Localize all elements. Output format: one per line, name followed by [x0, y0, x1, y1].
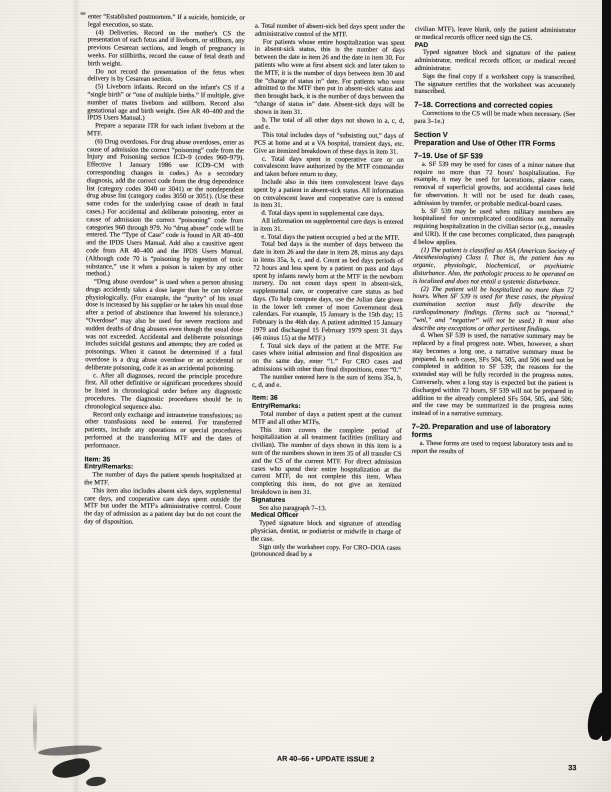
- paragraph: “Drug abuse overdose” is used when a person abusing drugs accidently takes a dose larger than he can tolerate physiologically. (For example, the “purity” of his usual dose is increased by his supplier or he takes his usual dose after a period of abstinence that lowered his tolerance.) “Overdose” may also be used for severe reactions and sudden deaths of drug abusers even though the usual dose was not exceeded. Accidental and deliberate poisonings includes suicidal gestures and attempts; they are coded as poisonings. When it cannot be determined if a fatal overdose is a drug abuse overdose or an accidental or deliberate poisoning, code it as an accidental poisoning.: [85, 278, 243, 373]
- paragraph: Do not record the presentation of the fetus when delivery is by Cesarean section.: [87, 67, 245, 84]
- subheading: PAD: [414, 41, 429, 49]
- paragraph: Typed signature block and signature of the patient administrator, medical records officer, or medical record administrator.: [414, 49, 576, 73]
- paragraph: This item covers the complete period of hospitalization at all treatment facilities (military and civilian). The number of days shown in this item is a sum of the numbers shown in item 35 of all transfer CS and the CS of the current MTF. For direct admission cases who spend their entire hospitalization at the current MTF, do not complete this item. When completing this item, do not give an itemized breakdown in item 31.: [251, 426, 402, 497]
- subheading: Entry/Remarks:: [251, 402, 301, 411]
- paragraph: Total bed days is the number of days between the date in item 26 and the date in item 28, minus any days in items 35a, b, c, and d. Count as bed days periods of 72 hours and less spent by a patient on pass and days spent by infants newly born at the MTF in the newborn nursery. Do not count days spent in absent-sick, supplemental care, or cooperative care status as bed days. (To help compute days, use the Julian date given in the lower left corner of most Government desk calendars. For example, 15 January is the 15th day; 15 February is the 46th day. A patient admitted 15 January 1979 and discharged 15 February 1979 spent 31 days (46 minus 15) at the MTF.): [252, 240, 404, 343]
- paragraph: (6) Drug overdoses. For drug abuse overdoses, enter as cause of admission the correct “poisoning” code from the Injury and Poisoning section ICD–9 (codes 960–979). Effective 1 January 1986 use ICD9–CM with corresponding changes in codes.) As a secondary diagnosis, add the correct code from the drug dependence list (category codes 3040 or 3041) or the nondependent drug abuse list (category codes 3050 or 3051). (Use these same codes for the underlying cause of death in fatal cases.) For accidental and deliberate poisoning, enter as cause of admission the correct “poisoning” code from categories 960 through 979. No “drug abuse” code will be entered. The “Type of Case” code is found in AR 40–400 and the IPDS Users Manual. Add also a causitive agent code from AR 40–400 and the IPDS Users Manual. (Although code 70 is “poisoning by ingestion of toxic substance,” use it when a poison is taken by any other method.): [85, 138, 245, 278]
- paragraph: Include also in this item convalescent leave days spent by a patient in absent-sick status. All information on convalescent leave and cooperative care is entered in item 31.: [253, 178, 404, 210]
- paragraph: f. Total sick days of the patient at the MTF. For cases where initial admission and final disposition are on the same day, enter “1.” For CRO cases and admissions with other than final dispositions, enter “0.”: [252, 342, 403, 374]
- section-heading: 7–19. Use of SF 539: [413, 150, 483, 161]
- paragraph: Corrections to the CS will be made when necessary. (See para 3–1e.): [414, 110, 576, 126]
- paragraph: Total number of days a patient spent at the current MTF and all other MTFs.: [251, 410, 402, 426]
- text-column-middle: [251, 23, 405, 560]
- paragraph: enter “Established postmortem.” If a suicide, homicide, or legal execution, so state.: [87, 13, 245, 29]
- paragraph: The number entered here is the sum of items 35a, b, c, d, and e.: [252, 373, 403, 389]
- section-heading: 7–18. Corrections and corrected copies: [414, 100, 553, 111]
- paragraph: This item also includes absent sick days, supplemental care days, and cooperative care days spent outside the MTF but under the MTF's administrative control. Count the day of admission as a patient day but do not count the day of disposition.: [83, 487, 242, 526]
- paragraph: Typed signature block and signature of attending physician, dentist, or podiatrist or midwife in charge of the case.: [250, 519, 402, 543]
- paragraph: Prepare a separate ITR for each infant liveborn at the MTF.: [87, 122, 245, 138]
- paragraph: d. When SF 539 is used, the narrative summary may be replaced by a final progress note. When, however, a short stay becomes a long one, a narrative summary must be prepared. In such cases, SFs 504, 505, and 506 need not be completed in addition to SF 539; the reasons for the extended stay will be fully recorded in the progress notes. Conversely, when a long stay is expected but the patient is discharged within 72 hours, SF 539 will not be prepared in addition to the already completed SFs 504, 505, and 506; and the case may be summarized in the progress notes instead of in a narrative summary.: [411, 332, 574, 418]
- paragraph: This total includes days of “subsisting out,” days of PCS at home and at a VA hospital, transient days, etc. Give an itemized breakdown of these days in item 31.: [253, 131, 405, 156]
- text-column-right: [412, 26, 576, 457]
- scan-black-edge-artifact: [602, 0, 611, 741]
- subheading: Signatures: [251, 496, 286, 504]
- scan-nick-artifact: [80, 12, 86, 15]
- paragraph: c. After all diagnoses, record the principle procedure first. All other definitive or significant procedures should be listed in chronological order before any diagnostic procedures. The diagnostic procedures should be in chronological sequence also.: [84, 371, 243, 411]
- item-label: Item: 35: [84, 455, 111, 464]
- paragraph: d. Total days spent in supplemental care days.: [261, 209, 385, 218]
- paragraph: (5) Liveborn infants. Record on the infant's CS if a “single birth” or “one of multiple births.” If multiple, give number of mates liveborn and stillborn. Record also gestational age and birth weight. (See AR 40–400 and the IPDS Users Manual.): [87, 83, 245, 123]
- section-heading: 7–20. Preparation and use of laboratory forms: [411, 421, 551, 440]
- paragraph: (4) Deliveries. Record on the mother's CS the presentation of each fetus and if liveborn, or stillborn, any previous Cesarean sections, and length of pregnancy in weeks. For stillbirths, record the cause of fetal death and birth weight.: [87, 28, 245, 68]
- paragraph: For patients whose entire hospitalization was spent in absent-sick status, this is the number of days between the date in item 26 and the date in item 30. For patients who were at first absent sick and later taken to the MTF, it is the number of days between item 30 and the “change of status in” date. For patients who were admitted to the MTF then put in absent-sick status and then brought back, it is the number of days between the “change of status in” date. Absent-sick days will be shown in item 31.: [254, 38, 405, 116]
- paragraph: c. Total days spent in cooperative care or on convalescent leave authorized by the MTF commander and taken before return to duty.: [253, 155, 404, 179]
- paragraph: b. SF 539 may be used when military members are hospitalized for uncomplicated conditions not normally requiring hospitalization in the civilian sector (e.g., measles and URI). If the case becomes complicated, then paragraph d below applies.: [413, 207, 575, 246]
- paragraph: civilian MTF), leave blank, only the patient administrator or medical records officer need sign the CS.: [414, 25, 576, 42]
- paragraph: The number of days the patient spends hospitalized at the MTF.: [84, 471, 242, 487]
- paragraph: See also paragraph 7–13.: [259, 504, 327, 512]
- paragraph: a. These forms are used to request laboratory tests and to report the results of: [411, 439, 573, 456]
- footer-publication-line: AR 40–66 • UPDATE ISSUE 2: [276, 753, 375, 764]
- paragraph: Record only exchange and intrauterine transfusions; no other transfusions need be entered. For transferred patients, include any operations or special procedures performed at the transferring MTF and the dates of performance.: [84, 410, 242, 450]
- paragraph: Sign the final copy if a worksheet copy is transcribed. The signature certifies that the worksheet was accurately transcribed.: [414, 72, 576, 96]
- paragraph: Sign only the worksheet copy. For CRO–DOA cases (pronounced dead by a: [250, 543, 401, 559]
- paragraph: (1) The patient is classified as ASA (American Society of Anesthesiologists) Class I. That is, the patient has no organic, physiologic, biochemical, or psychiatric disturbance. Also, the pathologic process to be operated on is localized and does not entail a systemic disturbance.: [412, 246, 575, 286]
- footer-page-number: 33: [568, 763, 577, 773]
- section-title: Preparation and Use of Other ITR Forms: [413, 137, 556, 148]
- paragraph: a. SF 539 may be used for cases of a minor nature that require no more than 72 hours' hospitalization. For example, it may be used for lacerations, plaster casts, removal of superficial growths, and accidental cases held for observation. It will not be used for death cases, admission by transfer, or probable medical-board cases.: [413, 160, 575, 208]
- item-label: Item: 36: [251, 395, 278, 403]
- paragraph: b. The total of all other days not shown in a, c, d, and e.: [254, 116, 405, 132]
- scan-streak-artifact: [33, 700, 37, 752]
- subheading: Entry/Remarks:: [84, 463, 134, 472]
- subheading: Medical Officer: [251, 511, 299, 520]
- text-column-left: [84, 13, 245, 527]
- paragraph: (2) The patient will be hospitalized no more than 72 hours. When SF 539 is used for these cases, the physical examination section must fully describe the cardiopulmonary findings. (Terms such as “normal,” “wnl,” and “negative” will not be used.) It must also describe any exceptions or other pertinent findings.: [412, 285, 574, 333]
- paragraph: e. Total days the patient occupied a bed at the MTF.: [261, 233, 400, 242]
- paragraph: a. Total number of absent-sick bed days spent under the administrative control of the MTF.: [254, 22, 405, 39]
- section-label: Section V: [414, 129, 448, 139]
- paragraph: All information on supplemental care days is entered in item 31.: [253, 217, 404, 233]
